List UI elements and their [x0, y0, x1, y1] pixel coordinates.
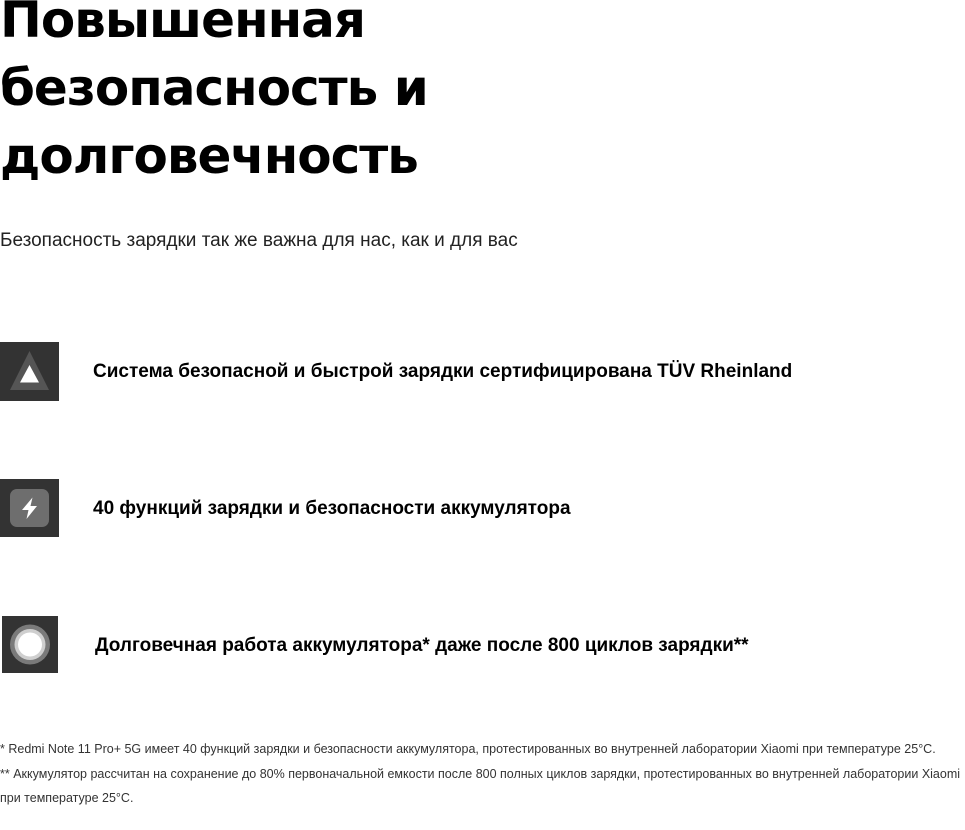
feature-label: Долговечная работа аккумулятора* даже после 800 циклов зарядки**	[95, 635, 749, 656]
page-title	[0, 0, 560, 190]
feature-label: Система безопасной и быстрой зарядки сертифицирована TÜV Rheinland	[93, 361, 793, 382]
title-line-2: безопасность и	[0, 59, 428, 117]
footnote-2: ** Аккумулятор рассчитан на сохранение до 80% первоначальной емкости после 800 полных циклов зарядки, протестированных во внутренней лаборатории Xiaomi при температуре 25°C.	[0, 766, 961, 805]
feature-item-charging-functions	[0, 479, 965, 539]
title-line-3: долговечность	[0, 127, 418, 185]
triangle-icon	[0, 342, 59, 401]
feature-item-certification	[0, 342, 965, 402]
page-subtitle: Безопасность зарядки так же важна для нас, как и для вас	[0, 230, 518, 251]
feature-label: 40 функций зарядки и безопасности аккумулятора	[93, 498, 571, 519]
title-line-1: Повышенная	[0, 0, 365, 49]
footnote-1: * Redmi Note 11 Pro+ 5G имеет 40 функций зарядки и безопасности аккумулятора, протестированных во внутренней лаборатории Xiaomi при температуре 25°C.	[0, 742, 936, 756]
footnotes	[0, 737, 965, 811]
circle-icon	[2, 616, 58, 673]
lightning-icon	[0, 479, 59, 537]
feature-item-battery-durability	[0, 616, 965, 676]
